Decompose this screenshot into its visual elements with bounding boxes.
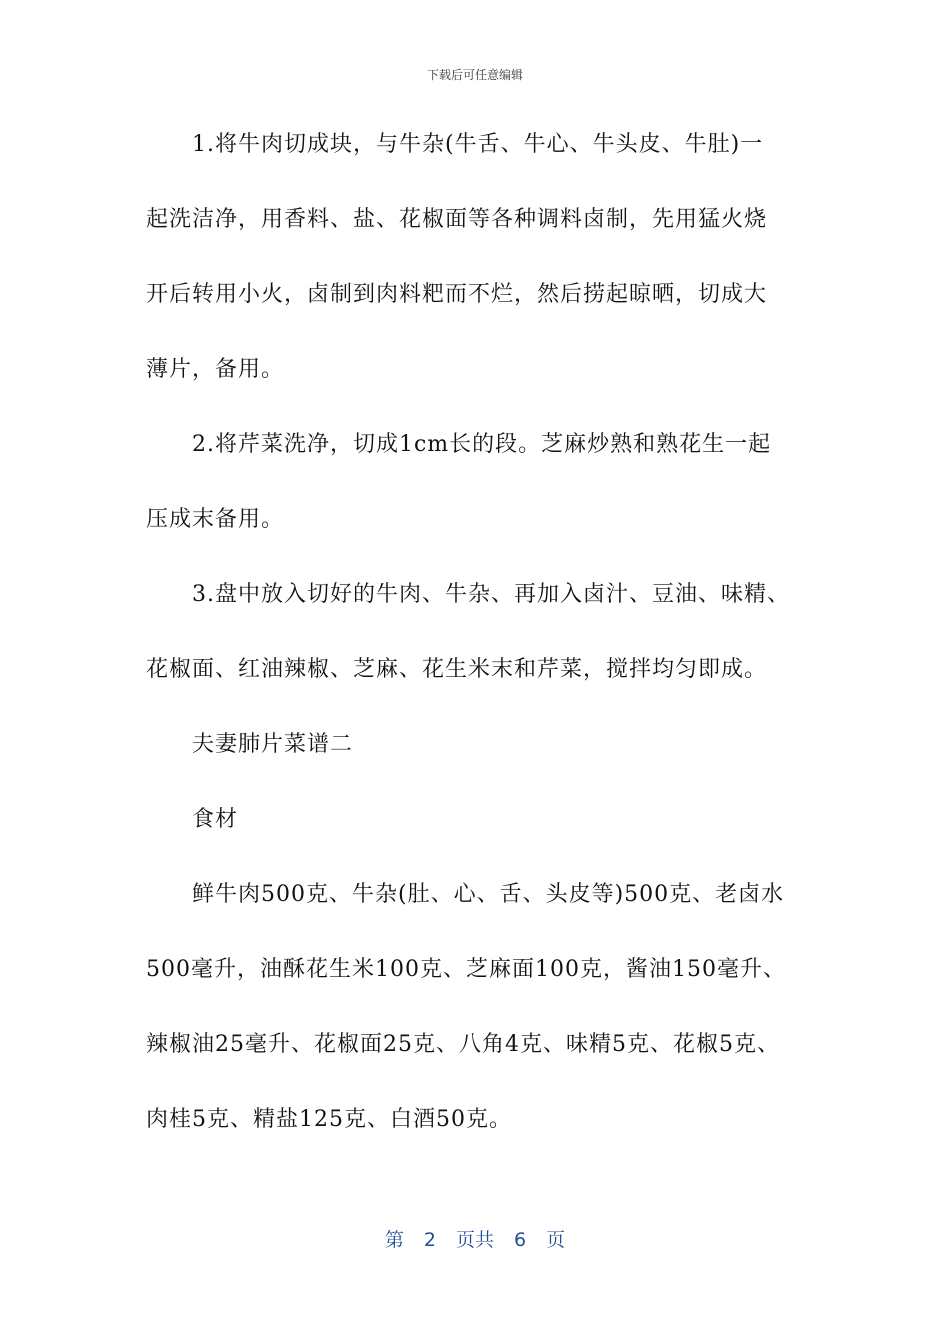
page-current-number: 2 — [423, 1229, 436, 1251]
paragraph-line: 起洗洁净，用香料、盐、花椒面等各种调料卤制，先用猛火烧 — [146, 207, 768, 232]
paragraph-line: 肉桂5克、精盐125克、白酒50克。 — [146, 1107, 512, 1132]
paragraph-line: 薄片，备用。 — [146, 357, 285, 382]
page-end-label: 页 — [546, 1229, 566, 1251]
paragraph-line: 辣椒油25毫升、花椒面25克、八角4克、味精5克、花椒5克、 — [146, 1032, 780, 1057]
paragraph-line: 鲜牛肉500克、牛杂(肚、心、舌、头皮等)500克、老卤水 — [192, 882, 785, 907]
document-body — [146, 125, 826, 1175]
section-heading: 夫妻肺片菜谱二 — [192, 732, 354, 757]
paragraph-line: 2.将芹菜洗净，切成1cm长的段。芝麻炒熟和熟花生一起 — [192, 432, 772, 457]
page-mid-label: 页共 — [455, 1229, 494, 1251]
paragraph-line: 1.将牛肉切成块，与牛杂(牛舌、牛心、牛头皮、牛肚)一 — [192, 132, 764, 157]
subsection-heading: 食材 — [192, 807, 239, 832]
page-footer — [0, 1225, 950, 1252]
paragraph-line: 3.盘中放入切好的牛肉、牛杂、再加入卤汁、豆油、味精、 — [192, 582, 790, 607]
page-total-number: 6 — [514, 1229, 527, 1251]
paragraph-line: 500毫升，油酥花生米100克、芝麻面100克，酱油150毫升、 — [146, 957, 786, 982]
page-header: 下载后可任意编辑 — [426, 68, 523, 82]
page-label: 第 — [384, 1229, 404, 1251]
paragraph-line: 开后转用小火，卤制到肉料粑而不烂，然后捞起晾晒，切成大 — [146, 282, 768, 307]
paragraph-line: 花椒面、红油辣椒、芝麻、花生米末和芹菜，搅拌均匀即成。 — [146, 657, 768, 682]
paragraph-line: 压成末备用。 — [146, 507, 285, 532]
